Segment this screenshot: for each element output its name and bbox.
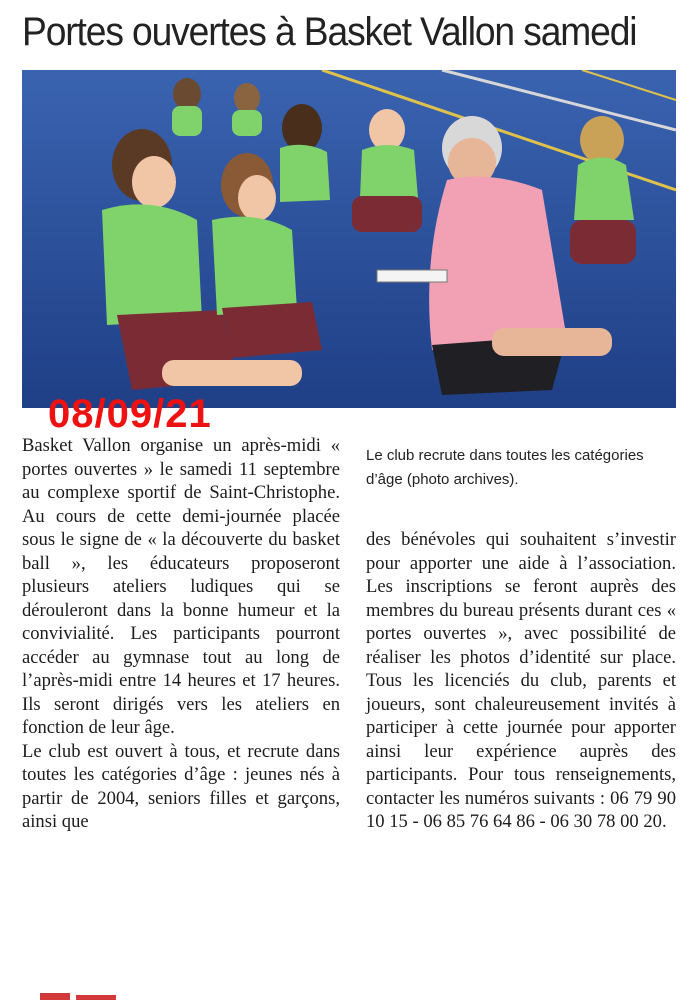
article-body-left-column bbox=[22, 434, 340, 834]
article-headline: Portes ouvertes à Basket Vallon samedi bbox=[22, 10, 637, 54]
article-photo bbox=[22, 70, 676, 408]
body-paragraph-3: des bénévoles qui souhaitent s’investir pour apporter une aide à l’association. Les inscriptions se feront auprès des membres du bureau présents durant ces « portes ouvertes », avec possibilité de réaliser les photos d’identité sur place. Tous les licenciés du club, parents et joueurs, sont chaleureusement invités à participer à cette journée pour apporter ainsi leur expérience auprès des participants. Pour tous renseignements, contacter les numéros suivants : 06 79 90 10 15 - 06 85 76 64 86 - 06 30 78 00 20. bbox=[366, 529, 676, 832]
cropped-next-article-mark bbox=[36, 988, 176, 1000]
basketball-players-photo bbox=[22, 70, 676, 408]
body-paragraph-2: Le club est ouvert à tous, et recrute dans toutes les catégories d’âge : jeunes nés à partir de 2004, seniors filles et garçons, ainsi que bbox=[22, 740, 340, 832]
date-stamp: 08/09/21 bbox=[48, 392, 212, 436]
body-paragraph-1: Basket Vallon organise un après-midi « portes ouvertes » le samedi 11 septembre au complexe sportif de Saint-Christophe. Au cours de cette demi-journée placée sous le signe de « la découverte du basket ball », les éducateurs proposeront plusieurs ateliers ludiques qui se dérouleront dans la bonne humeur et la convivialité. Les participants pourront accéder au gymnase tout au long de l’après-midi entre 14 heures et 17 heures. Ils seront dirigés vers les ateliers en fonction de leur âge. bbox=[22, 435, 340, 738]
photo-caption: Le club recrute dans toutes les catégories d’âge (photo archives). bbox=[366, 447, 644, 488]
article-body-right-column bbox=[366, 528, 676, 834]
